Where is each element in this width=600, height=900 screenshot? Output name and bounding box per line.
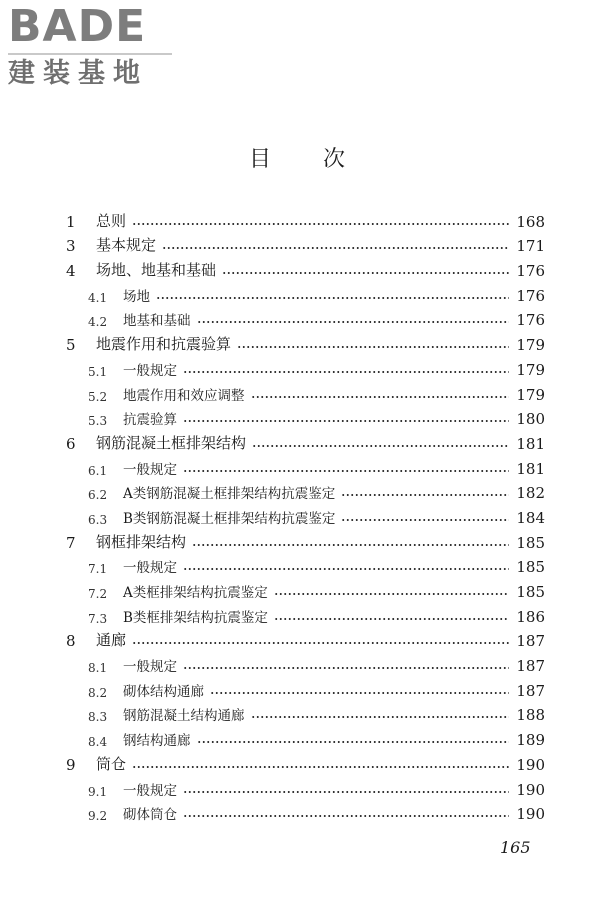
toc-entry-number: 8.2 — [88, 685, 108, 700]
toc-chapter-entry[interactable] — [66, 329, 545, 354]
toc-chapter-entry[interactable] — [66, 749, 545, 774]
toc-entry-page: 179 — [516, 336, 545, 355]
toc-entry-page: 187 — [516, 657, 545, 676]
toc-entry-number: 6 — [66, 434, 76, 453]
toc-entry-page: 190 — [516, 805, 545, 824]
toc-dot-leader — [183, 470, 509, 472]
toc-section-entry[interactable] — [66, 502, 545, 527]
toc-dot-leader — [162, 247, 509, 249]
toc-dot-leader — [251, 396, 510, 398]
toc-entry-number: 8 — [66, 632, 76, 651]
toc-section-entry[interactable] — [66, 404, 545, 429]
toc-entry-number: 5.2 — [88, 389, 108, 404]
toc-entry-page: 187 — [516, 632, 545, 651]
toc-dot-leader — [183, 667, 509, 669]
toc-chapter-entry[interactable] — [66, 527, 545, 552]
toc-section-entry[interactable] — [66, 601, 545, 626]
toc-entry-page: 179 — [516, 385, 545, 404]
toc-entry-title: 砌体筒仓 — [123, 807, 177, 824]
toc-entry-number: 8.4 — [88, 735, 108, 750]
toc-entry-page: 182 — [516, 484, 545, 503]
toc-entry-title: 钢结构通廊 — [123, 733, 191, 750]
toc-entry-title: 一般规定 — [123, 362, 177, 379]
toc-entry-page: 185 — [516, 558, 545, 577]
toc-dot-leader — [132, 766, 509, 768]
toc-entry-page: 176 — [516, 262, 545, 281]
toc-dot-leader — [252, 445, 509, 447]
toc-section-entry[interactable] — [66, 280, 545, 305]
toc-entry-page: 187 — [516, 681, 545, 700]
toc-entry-title: 钢筋混凝土框排架结构 — [96, 433, 247, 452]
toc-entry-number: 8.3 — [88, 710, 108, 725]
toc-dot-leader — [274, 618, 509, 620]
toc-entry-title: 钢框排架结构 — [96, 532, 187, 551]
toc-section-entry[interactable] — [66, 774, 545, 799]
toc-entry-title: B类框排架结构抗震鉴定 — [123, 609, 268, 626]
toc-dot-leader — [210, 692, 509, 694]
toc-chapter-entry[interactable] — [66, 255, 545, 280]
page-number: 165 — [500, 838, 531, 857]
toc-entry-title: 地基和基础 — [123, 313, 191, 330]
toc-entry-number: 8.1 — [88, 661, 108, 676]
toc-chapter-entry[interactable] — [66, 231, 545, 256]
toc-section-entry[interactable] — [66, 354, 545, 379]
toc-entry-number: 3 — [66, 237, 76, 256]
toc-entry-page: 176 — [516, 311, 545, 330]
toc-entry-title: 一般规定 — [123, 560, 177, 577]
toc-entry-page: 190 — [516, 780, 545, 799]
toc-chapter-entry[interactable] — [66, 206, 545, 231]
toc-entry-number: 7 — [66, 533, 76, 552]
toc-dot-leader — [183, 791, 509, 793]
toc-entry-page: 189 — [516, 731, 545, 750]
toc-section-entry[interactable] — [66, 700, 545, 725]
toc-entry-number: 4.1 — [88, 290, 108, 305]
toc-entry-number: 5.1 — [88, 364, 108, 379]
toc-entry-title: 一般规定 — [123, 461, 177, 478]
toc-entry-title: 抗震验算 — [123, 412, 177, 429]
toc-chapter-entry[interactable] — [66, 626, 545, 651]
logo-wordmark: BADE — [8, 1, 147, 52]
toc-entry-number: 7.3 — [88, 611, 108, 626]
toc-entry-title: A类钢筋混凝土框排架结构抗震鉴定 — [123, 486, 336, 503]
toc-entry-number: 4.2 — [88, 315, 108, 330]
toc-dot-leader — [237, 346, 509, 348]
toc-entry-page: 190 — [516, 755, 545, 774]
toc-entry-number: 9 — [66, 755, 76, 774]
toc-entry-title: 钢筋混凝土结构通廊 — [123, 708, 245, 725]
logo-divider — [8, 53, 172, 55]
toc-entry-title: 场地 — [123, 288, 150, 305]
toc-dot-leader — [251, 716, 510, 718]
toc-entry-title: 地震作用和效应调整 — [123, 387, 245, 404]
toc-entry-page: 168 — [516, 212, 545, 231]
toc-section-entry[interactable] — [66, 799, 545, 824]
toc-entry-page: 186 — [516, 607, 545, 626]
toc-dot-leader — [156, 297, 509, 299]
toc-section-entry[interactable] — [66, 478, 545, 503]
toc-dot-leader — [132, 223, 509, 225]
toc-entry-page: 179 — [516, 360, 545, 379]
toc-dot-leader — [183, 371, 509, 373]
toc-entry-title: 筒仓 — [96, 754, 127, 773]
toc-chapter-entry[interactable] — [66, 428, 545, 453]
toc-entry-title: 一般规定 — [123, 782, 177, 799]
toc-entry-number: 7.2 — [88, 587, 108, 601]
toc-entry-number: 6.1 — [88, 463, 108, 478]
toc-dot-leader — [197, 741, 510, 743]
page-title: 目次 — [248, 147, 397, 172]
toc-entry-page: 181 — [516, 434, 545, 453]
logo — [8, 1, 176, 89]
toc-entry-title: 场地、地基和基础 — [96, 261, 217, 280]
table-of-contents — [66, 206, 545, 823]
toc-section-entry[interactable] — [66, 576, 545, 601]
toc-entry-title: 地震作用和抗震验算 — [96, 335, 232, 354]
toc-entry-page: 180 — [516, 410, 545, 429]
toc-dot-leader — [183, 568, 509, 570]
toc-entry-title: 总则 — [96, 211, 127, 230]
toc-entry-page: 181 — [516, 459, 545, 478]
toc-entry-number: 5 — [66, 336, 76, 355]
toc-entry-page: 171 — [516, 237, 545, 256]
toc-entry-page: 185 — [516, 583, 545, 601]
toc-entry-number: 4 — [66, 262, 76, 281]
toc-entry-page: 176 — [516, 286, 545, 305]
toc-dot-leader — [197, 321, 510, 323]
toc-entry-number: 6.2 — [88, 488, 108, 503]
toc-entry-page: 185 — [516, 533, 545, 552]
toc-section-entry[interactable] — [66, 552, 545, 577]
toc-dot-leader — [222, 272, 509, 274]
toc-entry-title: 砌体结构通廊 — [123, 683, 204, 700]
toc-entry-title: B类钢筋混凝土框排架结构抗震鉴定 — [123, 510, 336, 527]
toc-entry-page: 184 — [516, 508, 545, 527]
toc-dot-leader — [341, 494, 509, 496]
toc-entry-number: 7.1 — [88, 562, 108, 577]
toc-entry-title: 基本规定 — [96, 236, 157, 255]
toc-dot-leader — [341, 519, 509, 521]
logo-chinese-name: 建装基地 — [8, 58, 148, 89]
toc-dot-leader — [192, 544, 509, 546]
toc-section-entry[interactable] — [66, 675, 545, 700]
toc-entry-number: 9.1 — [88, 784, 108, 799]
toc-entry-number: 9.2 — [88, 809, 108, 824]
toc-entry-number: 5.3 — [88, 414, 108, 429]
toc-dot-leader — [132, 642, 509, 644]
toc-section-entry[interactable] — [66, 650, 545, 675]
toc-section-entry[interactable] — [66, 724, 545, 749]
toc-entry-number: 6.3 — [88, 512, 108, 527]
toc-dot-leader — [183, 815, 509, 817]
toc-entry-title: 一般规定 — [123, 659, 177, 676]
toc-dot-leader — [183, 420, 509, 422]
toc-dot-leader — [274, 593, 509, 595]
toc-section-entry[interactable] — [66, 379, 545, 404]
toc-entry-number: 1 — [66, 212, 76, 231]
toc-section-entry[interactable] — [66, 453, 545, 478]
toc-entry-page: 188 — [516, 706, 545, 725]
toc-entry-title: 通廊 — [96, 631, 127, 650]
toc-entry-title: A类框排架结构抗震鉴定 — [123, 585, 268, 601]
toc-section-entry[interactable] — [66, 305, 545, 330]
